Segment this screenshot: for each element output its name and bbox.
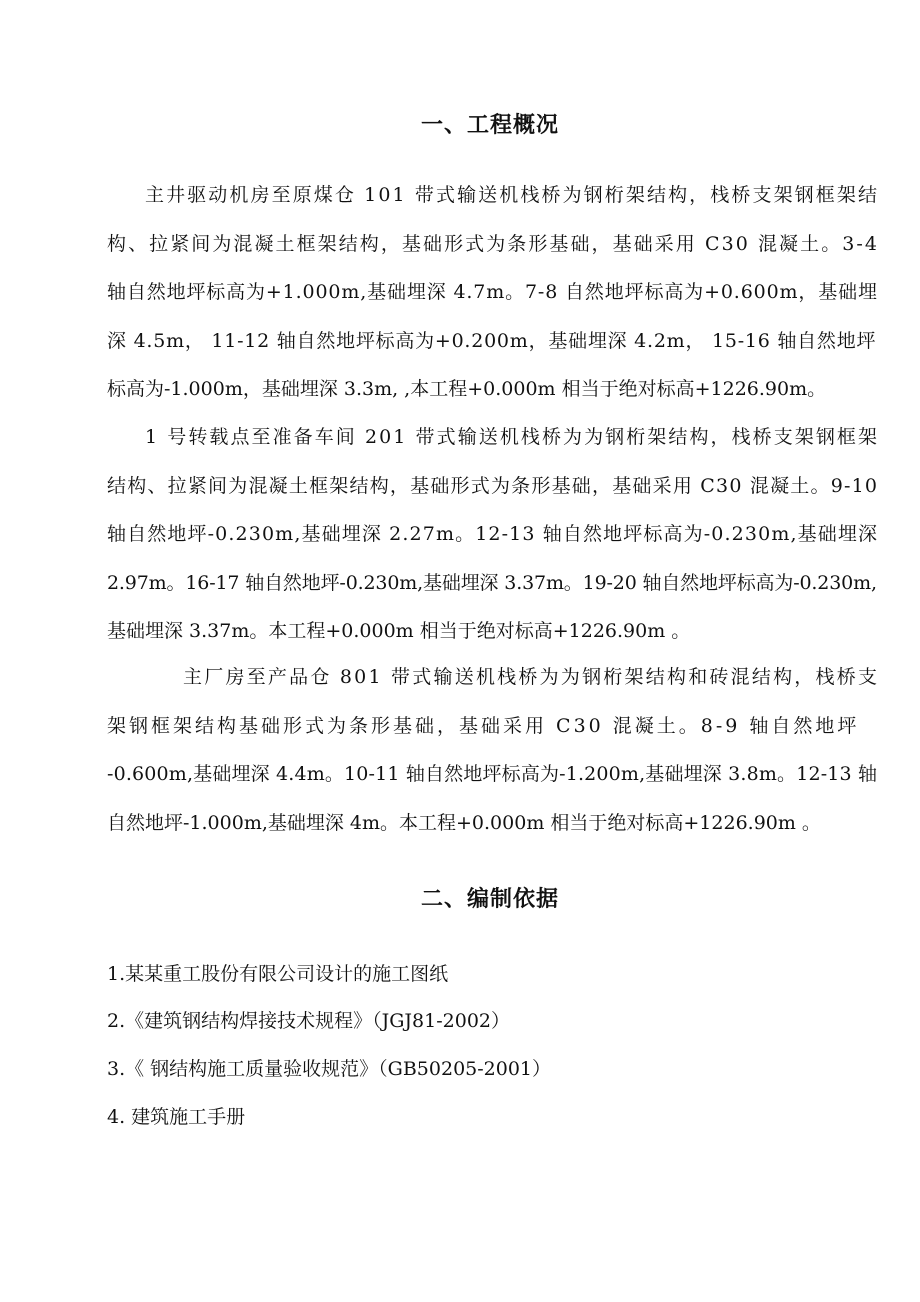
paragraph-overview-1 [107,171,880,414]
section-title-basis: 二、编制依据 [420,887,559,912]
text-line: 1 号转载点至准备车间 201 带式输送机栈桥为为钢桁架结构，栈桥支架钢框架 [145,426,880,448]
text-line: 标高为-1.000m，基础埋深 3.3m, ,本工程+0.000m 相当于绝对标高+1226.90m。 [107,378,827,400]
reference-item-4: 4. 建筑施工手册 [107,1106,246,1128]
text-line: 深 4.5m， 11-12 轴自然地坪标高为+0.200m，基础埋深 4.2m， 15-16 轴自然地坪 [107,329,877,352]
reference-item-3: 3.《 钢结构施工质量验收规范》（GB50205-2001） [107,1058,552,1080]
text-line: 结构、拉紧间为混凝土框架结构，基础形式为条形基础，基础采用 C30 混凝土。9-10 [107,474,879,497]
text-line: -0.600m,基础埋深 4.4m。10-11 轴自然地坪标高为-1.200m,基础埋深 3.8m。12-13 轴 [107,763,878,785]
reference-item-2: 2.《建筑钢结构焊接技术规程》（JGJ81-2002） [107,1010,510,1032]
text-line: 轴自然地坪-0.230m,基础埋深 2.27m。12-13 轴自然地坪标高为-0.230m,基础埋深 [107,523,879,545]
paragraph-overview-3 [107,653,880,847]
text-line: 架钢框架结构基础形式为条形基础，基础采用 C30 混凝土。8-9 轴自然地坪 [107,714,860,737]
text-line: 自然地坪-1.000m,基础埋深 4m。本工程+0.000m 相当于绝对标高+1226.90m 。 [107,811,821,834]
text-line: 轴自然地坪标高为+1.000m,基础埋深 4.7m。7-8 自然地坪标高为+0.600m，基础埋 [107,281,878,303]
text-line: 基础埋深 3.37m。本工程+0.000m 相当于绝对标高+1226.90m 。 [107,620,691,642]
text-line: 构、拉紧间为混凝土框架结构，基础形式为条形基础，基础采用 C30 混凝土。3-4 [107,232,880,255]
text-line: 主井驱动机房至原煤仓 101 带式输送机栈桥为钢桁架结构，栈桥支架钢框架结 [145,184,880,206]
text-line: 主厂房至产品仓 801 带式输送机栈桥为为钢桁架结构和砖混结构，栈桥支 [183,666,880,688]
paragraph-overview-2 [107,413,880,656]
section-title-overview: 一、工程概况 [420,113,559,138]
text-line: 2.97m。16-17 轴自然地坪-0.230m,基础埋深 3.37m。19-20 轴自然地坪标高为-0.230m, [107,571,877,594]
reference-item-1: 1.某某重工股份有限公司设计的施工图纸 [107,963,449,985]
